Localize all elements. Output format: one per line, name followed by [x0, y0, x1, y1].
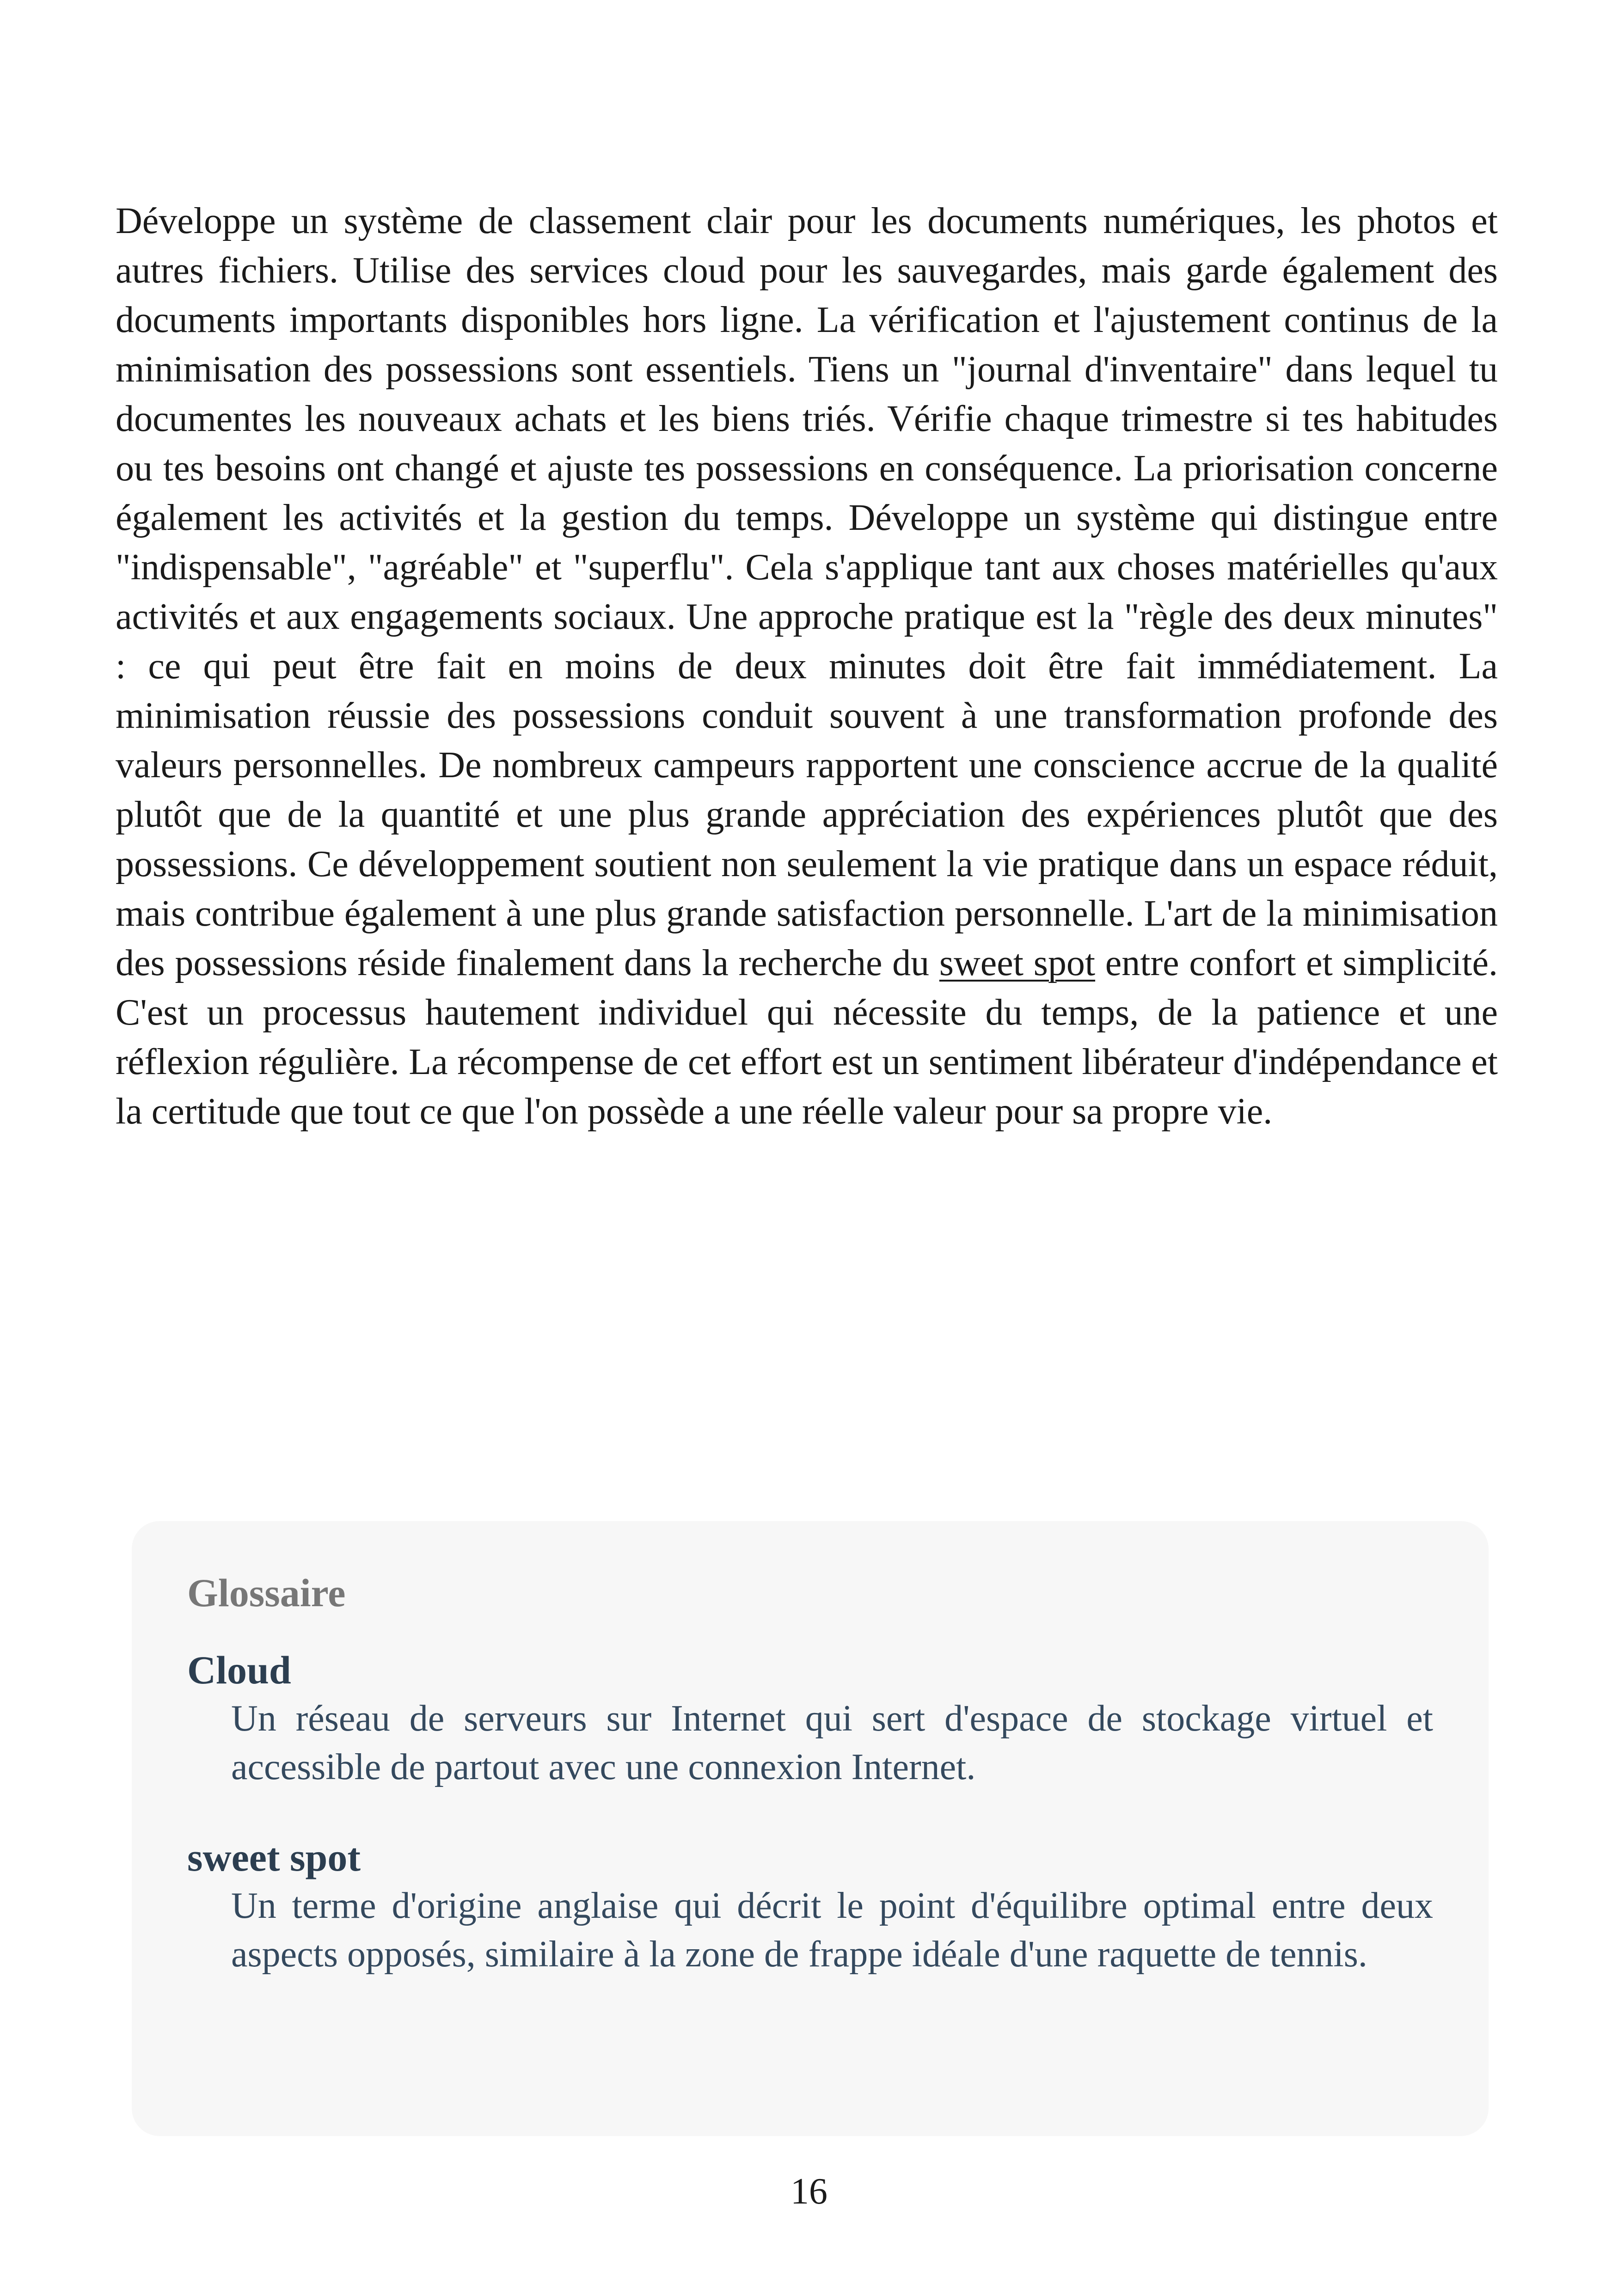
page-number: 16 — [791, 2171, 827, 2212]
glossary-box — [132, 1521, 1489, 2136]
glossary-link-sweet-spot[interactable]: sweet spot — [939, 943, 1096, 983]
glossary-definition-sweet-spot: Un terme d'origine anglaise qui décrit le point d'équilibre optimal entre deux aspects opposés, similaire à la zone de frappe idéale d'une raquette de tennis. — [231, 1885, 1433, 1975]
glossary-term-cloud: Cloud — [187, 1648, 291, 1692]
body-text-after: entre confort et simplicité. C'est un processus hautement individuel qui nécessite du temps, de la patience et une réflexion régulière. La récompense de cet effort est un sentiment libérateur d'indépendance et la certitude que tout ce que l'on possède a une réelle valeur pour sa propre vie. — [116, 943, 1498, 1132]
body-text-before: Développe un système de classement clair pour les documents numériques, les photos et autres fichiers. Utilise des services cloud pour les sauvegardes, mais garde également des documents importants disponibles hors ligne. La vérification et l'ajustement continus de la minimisation des possessions sont essentiels. Tiens un "journal d'inventaire" dans lequel tu documentes les nouveaux achats et les biens triés. Vérifie chaque trimestre si tes habitudes ou tes besoins ont changé et ajuste tes possessions en conséquence. La priorisation concerne également les activités et la gestion du temps. Développe un système qui distingue entre "indispensable", "agréable" et "superflu". Cela s'applique tant aux choses matérielles qu'aux activités et aux engagements sociaux. Une approche pratique est la "règle des deux minutes" : ce qui peut être fait en moins de deux minutes doit être fait immédiatement. La minimisation réussie des possessions conduit souvent à une transformation profonde des valeurs personnelles. De nombreux campeurs rapportent une conscience accrue de la qualité plutôt que de la quantité et une plus grande appréciation des expériences plutôt que des possessions. Ce développement soutient non seulement la vie pratique dans un espace réduit, mais contribue également à une plus grande satisfaction personnelle. L'art de la minimisation des possessions réside finalement dans la recherche du — [116, 201, 1498, 983]
glossary-title: Glossaire — [187, 1571, 346, 1615]
body-paragraph — [116, 196, 1498, 1136]
glossary-definition-cloud: Un réseau de serveurs sur Internet qui sert d'espace de stockage virtuel et accessible de partout avec une connexion Internet. — [231, 1698, 1433, 1787]
glossary-term-sweet-spot: sweet spot — [187, 1835, 361, 1879]
